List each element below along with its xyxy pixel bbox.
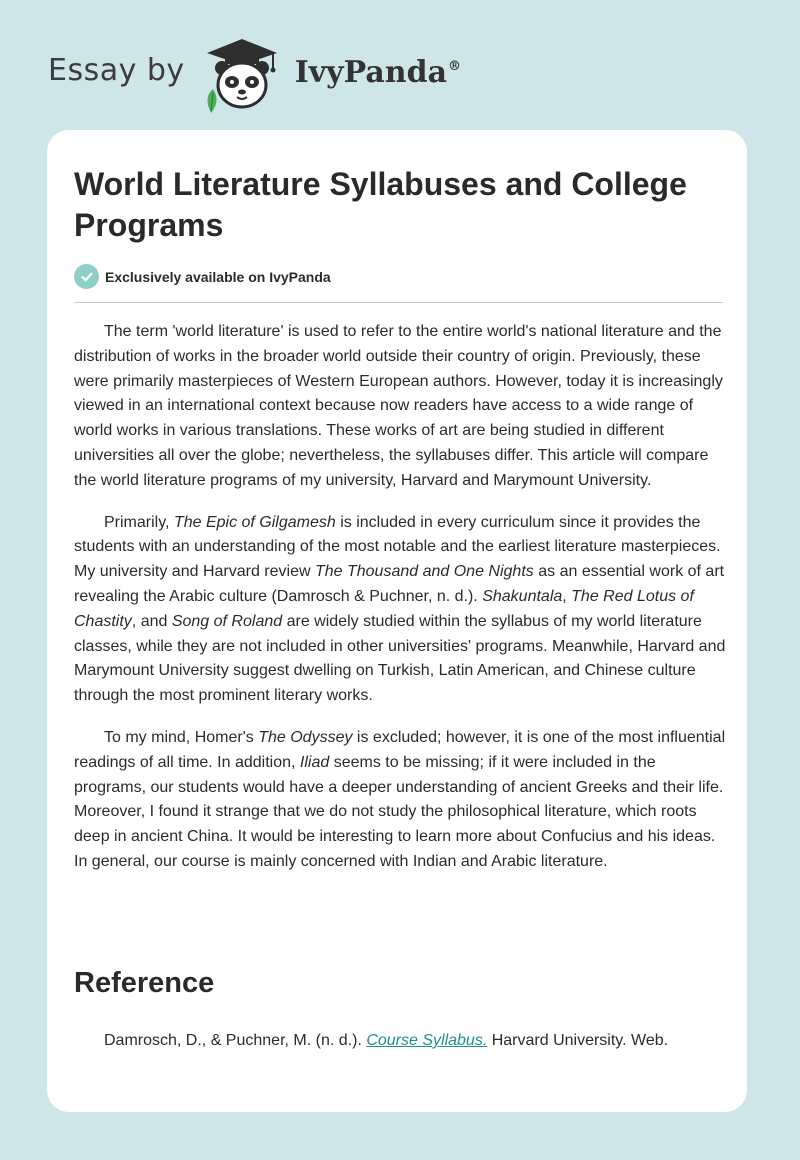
paragraph-text: , (562, 587, 572, 605)
paragraph-text: is included in every curriculum since it provides the students with an understanding of the most notable and the earliest literature masterpieces. My university and Harvard review (74, 513, 721, 581)
article-paragraph (74, 511, 726, 709)
article-paragraph (74, 726, 726, 875)
work-title: The Red Lotus of Chastity (74, 587, 694, 630)
brand-text: IvyPanda (294, 54, 448, 90)
reference-heading: Reference (74, 967, 215, 999)
exclusive-badge-text: Exclusively available on IvyPanda (105, 268, 331, 285)
work-title: The Thousand and One Nights (314, 563, 534, 581)
paragraph-text: seems to be missing; if it were included in the programs, our students would have a deeper understanding of ancient Greeks and their life. Moreover, I found it strange that we do not study the philosophical literature, which roots deep in ancient China. It would be interesting to learn more about Confucius and his ideas. In general, our course is mainly concerned with Indian and Arabic literature. (74, 753, 724, 870)
brand-name[interactable] (295, 55, 461, 90)
reference-publisher: Harvard University. Web. (487, 1032, 669, 1049)
paragraph-text: The term 'world literature' is used to refer to the entire world's national literature and the distribution of works in the broader world outside their country of origin. Previously, these were primarily masterpieces of Western European authors. However, today it is increasingly viewed in an international context because now readers have access to a wide range of world works in various translations. These works of art are being studied in different universities all over the globe; nevertheless, the syllabuses differ. This article will compare the world literature programs of my university, Harvard and Marymount University. (74, 323, 723, 489)
reference-link[interactable]: Course Syllabus. (366, 1032, 488, 1049)
work-title: Shakuntala (482, 587, 563, 605)
paragraph-text: Primarily, (104, 513, 174, 531)
article-card (47, 130, 747, 1112)
article-title: World Literature Syllabuses and College Programs (74, 166, 687, 243)
work-title: The Epic of Gilgamesh (173, 513, 336, 531)
reference-entry (104, 1030, 724, 1052)
panda-logo-icon[interactable] (197, 35, 287, 113)
title-divider (74, 302, 723, 303)
paragraph-text: To my mind, Homer's (104, 728, 259, 746)
site-header (48, 34, 461, 114)
work-title: Song of Roland (171, 612, 283, 630)
paragraph-text: as an essential work of art revealing the Arabic culture (Damrosch & Puchner, n. d.). (74, 563, 725, 605)
reference-authors: Damrosch, D., & Puchner, M. (n. d.). (104, 1032, 367, 1049)
essay-by-label: Essay by (48, 52, 185, 88)
check-circle-icon (74, 264, 99, 289)
paragraph-text: is excluded; however, it is one of the most influential readings of all time. In addition, (74, 728, 726, 771)
registered-mark: ® (448, 58, 462, 74)
paragraph-text: are widely studied within the syllabus of my world literature classes, while they are not included in other universities' programs. Meanwhile, Harvard and Marymount University suggest dwelling on Turkish, Latin American, and Chinese culture through the most prominent literary works. (74, 612, 726, 705)
work-title: Iliad (299, 753, 330, 771)
article-paragraph (74, 320, 726, 494)
exclusive-badge (74, 264, 331, 289)
article-body (74, 320, 726, 892)
paragraph-text: , and (131, 612, 172, 630)
work-title: The Odyssey (258, 728, 353, 746)
